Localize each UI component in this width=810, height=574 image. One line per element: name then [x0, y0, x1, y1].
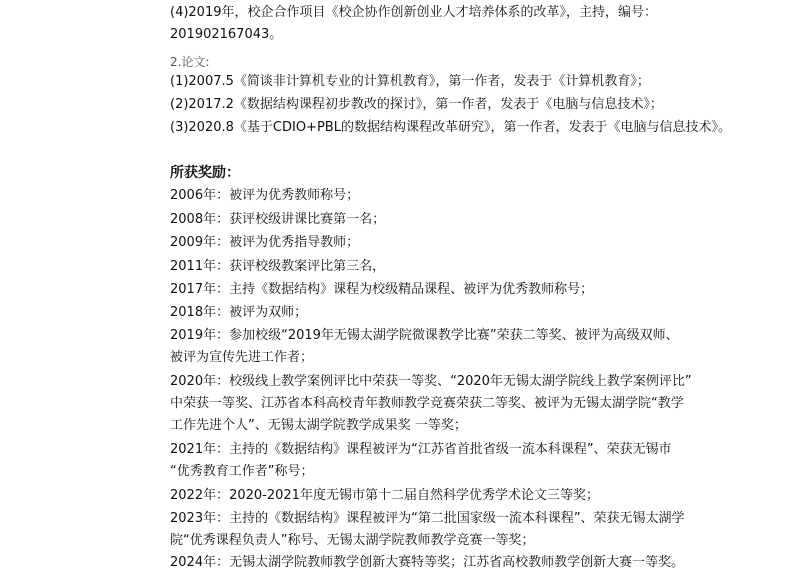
award-line: 被评为宣传先进工作者； — [170, 350, 314, 365]
paper-item-1: (1)2007.5《简谈非计算机专业的计算机教育》，第一作者，发表于《计算机教育》； — [170, 74, 650, 89]
award-line: 2021年：主持的《数据结构》课程被评为“江苏省首批省级一流本科课程”、荣获无锡市 — [170, 442, 672, 457]
award-line: 2023年：主持的《数据结构》课程被评为“第二批国家级一流本科课程”、荣获无锡太湖学 — [170, 511, 685, 526]
award-line: 2022年：2020-2021年度无锡市第十二届自然科学优秀学术论文三等奖； — [170, 488, 599, 503]
project-item-4-number: 201902167043。 — [170, 27, 283, 42]
award-line: 中荣获一等奖、江苏省本科高校青年教师教学竞赛荣获二等奖、被评为无锡太湖学院“教学 — [170, 396, 684, 411]
award-line: “优秀教育工作者”称号； — [170, 464, 314, 479]
awards-heading: 所获奖励： — [170, 165, 240, 181]
award-line: 2020年：校级线上教学案例评比中荣获一等奖、“2020年无锡太湖学院线上教学案例评比” — [170, 374, 692, 389]
award-line: 2024年：无锡太湖学院教师教学创新大赛特等奖；江苏省高校教师教学创新大赛一等奖。 — [170, 555, 685, 570]
paper-item-3: (3)2020.8《基于CDIO+PBL的数据结构课程改革研究》，第一作者，发表于《电脑与信息技术》。 — [170, 120, 731, 135]
award-line: 2018年：被评为双师； — [170, 305, 308, 320]
award-line: 2009年：被评为优秀指导教师； — [170, 235, 360, 250]
award-line: 2008年：获评校级讲课比赛第一名； — [170, 212, 386, 227]
award-line: 2011年：获评校级教案评比第三名， — [170, 259, 386, 274]
award-line: 2006年：被评为优秀教师称号； — [170, 188, 360, 203]
award-line: 2017年：主持《数据结构》课程为校级精品课程、被评为优秀教师称号； — [170, 282, 594, 297]
project-item-4: (4)2019年，校企合作项目《校企协作创新创业人才培养体系的改革》，主持，编号： — [170, 5, 657, 20]
award-line: 工作先进个人”、无锡太湖学院教学成果奖 一等奖； — [170, 418, 467, 433]
papers-heading: 2.论文: — [170, 55, 210, 69]
award-line: 院“优秀课程负责人”称号、无锡太湖学院教师教学竞赛一等奖； — [170, 533, 535, 548]
award-line: 2019年：参加校级“2019年无锡太湖学院微课教学比赛”荣获二等奖、被评为高级双师、 — [170, 328, 679, 343]
paper-item-2: (2)2017.2《数据结构课程初步教改的探讨》，第一作者，发表于《电脑与信息技术》； — [170, 97, 663, 112]
